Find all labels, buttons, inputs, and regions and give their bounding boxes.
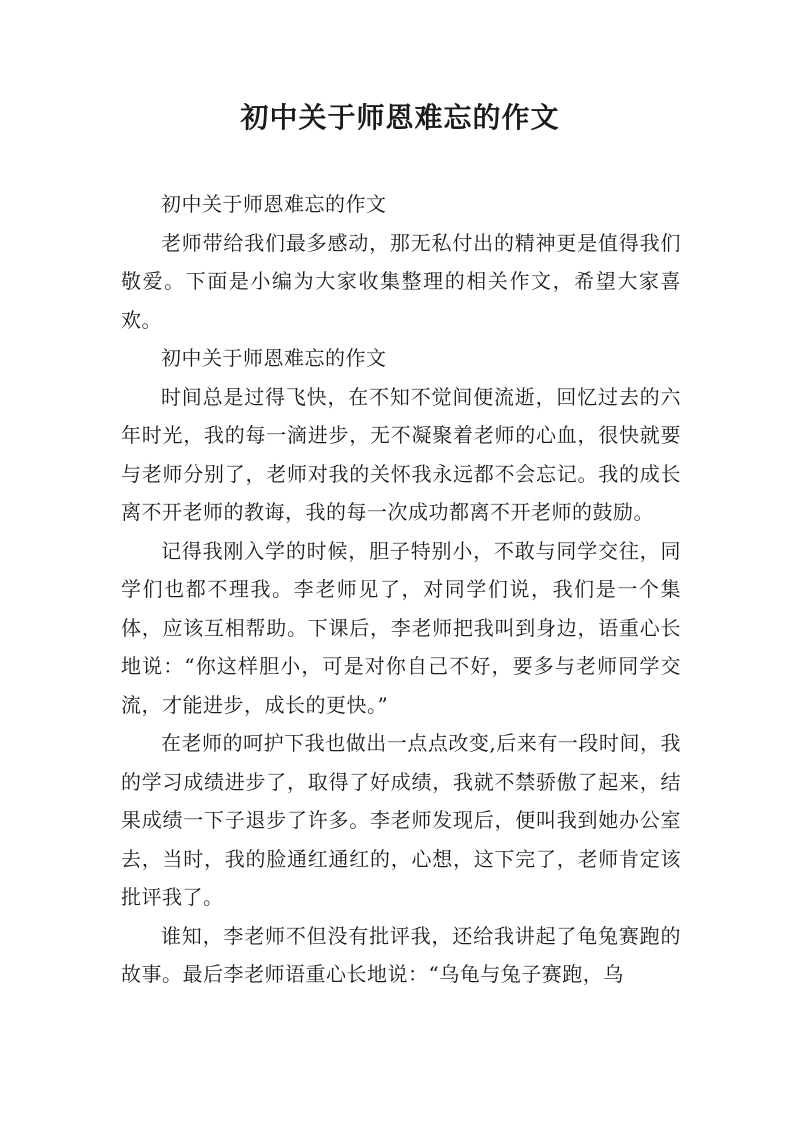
document-body (121, 185, 681, 994)
paragraph-body: 谁知，李老师不但没有批评我，还给我讲起了龟兔赛跑的故事。最后李老师语重心长地说：“乌龟与兔子赛跑，乌 (121, 923, 681, 986)
paragraph-body: 时间总是过得飞快，在不知不觉间便流逝，回忆过去的六年时光，我的每一滴进步，无不凝聚着老师的心血，很快就要与老师分别了，老师对我的关怀我永远都不会忘记。我的成长离不开老师的教诲，我的每一次成功都离不开老师的鼓励。 (121, 384, 681, 524)
paragraph-subtitle: 初中关于师恩难忘的作文 (161, 192, 387, 216)
paragraph-body: 在老师的呵护下我也做出一点点改变,后来有一段时间，我的学习成绩进步了，取得了好成绩，我就不禁骄傲了起来，结果成绩一下子退步了许多。李老师发现后，便叫我到她办公室去，当时，我的脸通红通红的，心想，这下完了，老师肯定该批评我了。 (121, 731, 681, 909)
paragraph-body: 记得我刚入学的时候，胆子特别小，不敢与同学交往，同学们也都不理我。李老师见了，对同学们说，我们是一个集体，应该互相帮助。下课后，李老师把我叫到身边，语重心长地说：“你这样胆小，可是对你自己不好，要多与老师同学交流，才能进步，成长的更快。” (121, 538, 681, 717)
paragraph-intro: 老师带给我们最多感动，那无私付出的精神更是值得我们敬爱。下面是小编为大家收集整理的相关作文，希望大家喜欢。 (121, 230, 681, 332)
paragraph-essay-heading: 初中关于师恩难忘的作文 (161, 346, 387, 370)
document-title: 初中关于师恩难忘的作文 (240, 101, 560, 134)
